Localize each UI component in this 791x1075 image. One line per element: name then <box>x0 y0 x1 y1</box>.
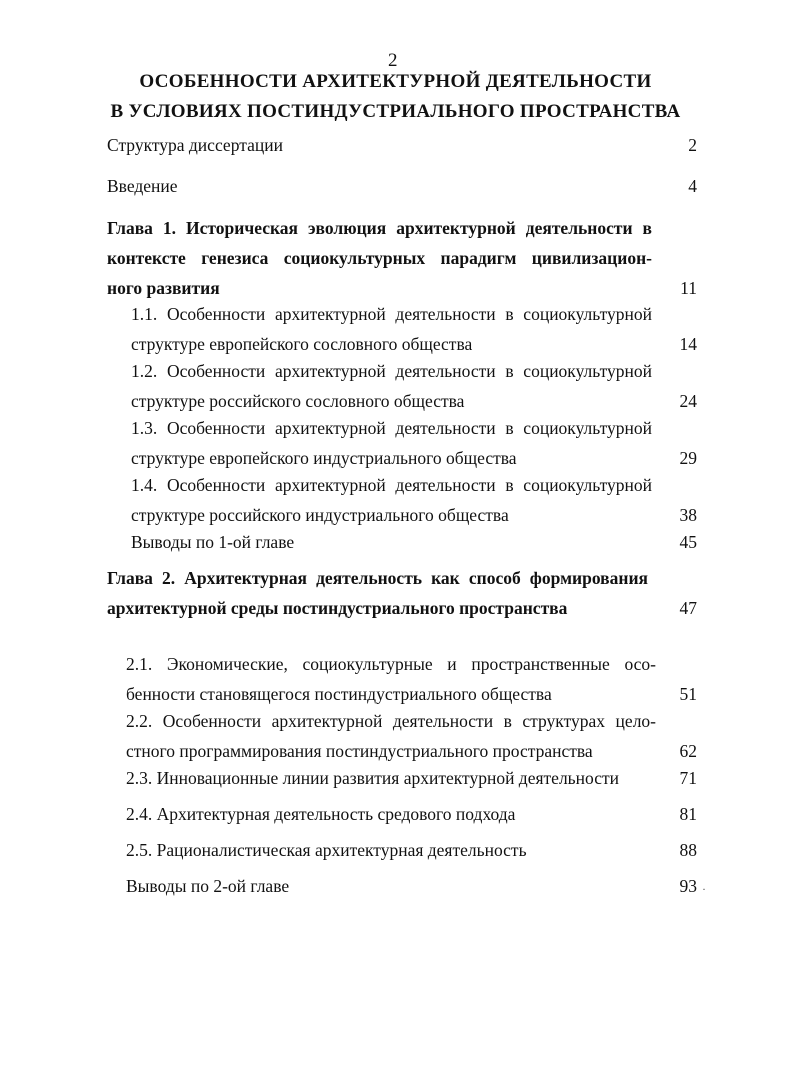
toc-1-2-line1: 1.2. Особенности архитектурной деятельности в социокультурной <box>131 361 652 381</box>
title-line-1: ОСОБЕННОСТИ АРХИТЕКТУРНОЙ ДЕЯТЕЛЬНОСТИ <box>139 71 652 92</box>
toc-structure-page: 2 <box>688 135 697 155</box>
toc-ch1-line2: контексте генезиса социокультурных парадигм цивилизацион- <box>107 248 652 268</box>
toc-2-1-line1: 2.1. Экономические, социокультурные и пространственные осо- <box>126 654 656 674</box>
toc-1-1-page: 14 <box>679 334 697 354</box>
toc-ch2-line2: архитектурной среды постиндустриального пространства <box>107 598 568 618</box>
toc-1-4-line2: структуре российского индустриального общества <box>131 505 509 525</box>
toc-2-5-label: 2.5. Рационалистическая архитектурная деятельность <box>126 840 527 860</box>
toc-2-3-page: 71 <box>679 768 697 788</box>
toc-1-2-page: 24 <box>679 391 697 411</box>
toc-2-1-line2: бенности становящегося постиндустриального общества <box>126 684 552 704</box>
toc-structure-label: Структура диссертации <box>107 135 283 155</box>
toc-1-3-line1: 1.3. Особенности архитектурной деятельности в социокультурной <box>131 418 652 438</box>
toc-ch2-conclusions-label: Выводы по 2-ой главе <box>126 876 290 896</box>
toc-2-1-page: 51 <box>679 684 697 704</box>
toc-1-1-line2: структуре европейского сословного общества <box>131 334 473 354</box>
toc-1-2-line2: структуре российского сословного общества <box>131 391 465 411</box>
toc-2-2-page: 62 <box>679 741 697 761</box>
toc-intro-page: 4 <box>688 176 697 196</box>
toc-ch1-conclusions-page: 45 <box>679 532 697 552</box>
toc-intro-label: Введение <box>107 176 178 196</box>
toc-ch2-page: 47 <box>679 598 697 618</box>
toc-2-4-page: 81 <box>679 804 697 824</box>
toc-2-2-line2: стного программирования постиндустриального пространства <box>126 741 593 761</box>
toc-1-4-page: 38 <box>679 505 697 525</box>
toc-ch2-conclusions-page: 93 <box>679 876 697 896</box>
toc-2-2-line1: 2.2. Особенности архитектурной деятельности в структурах цело- <box>126 711 656 731</box>
toc-2-5-page: 88 <box>679 840 697 860</box>
toc-ch1-line1: Глава 1. Историческая эволюция архитектурной деятельности в <box>107 218 652 238</box>
toc-1-4-line1: 1.4. Особенности архитектурной деятельности в социокультурной <box>131 475 652 495</box>
page-number: 2 <box>388 50 398 71</box>
toc-2-3-label: 2.3. Инновационные линии развития архитектурной деятельности <box>126 768 619 788</box>
toc-1-3-page: 29 <box>679 448 697 468</box>
scan-mark: · <box>702 882 706 896</box>
toc-1-1-line1: 1.1. Особенности архитектурной деятельности в социокультурной <box>131 304 652 324</box>
toc-ch1-line3: ного развития <box>107 278 220 298</box>
toc-1-3-line2: структуре европейского индустриального общества <box>131 448 517 468</box>
toc-2-4-label: 2.4. Архитектурная деятельность средового подхода <box>126 804 516 824</box>
toc-ch1-conclusions-label: Выводы по 1-ой главе <box>131 532 295 552</box>
title-line-2: В УСЛОВИЯХ ПОСТИНДУСТРИАЛЬНОГО ПРОСТРАНСТВА <box>110 101 681 122</box>
toc-ch1-page: 11 <box>680 278 697 298</box>
toc-ch2-line1: Глава 2. Архитектурная деятельность как способ формирования <box>107 568 648 588</box>
